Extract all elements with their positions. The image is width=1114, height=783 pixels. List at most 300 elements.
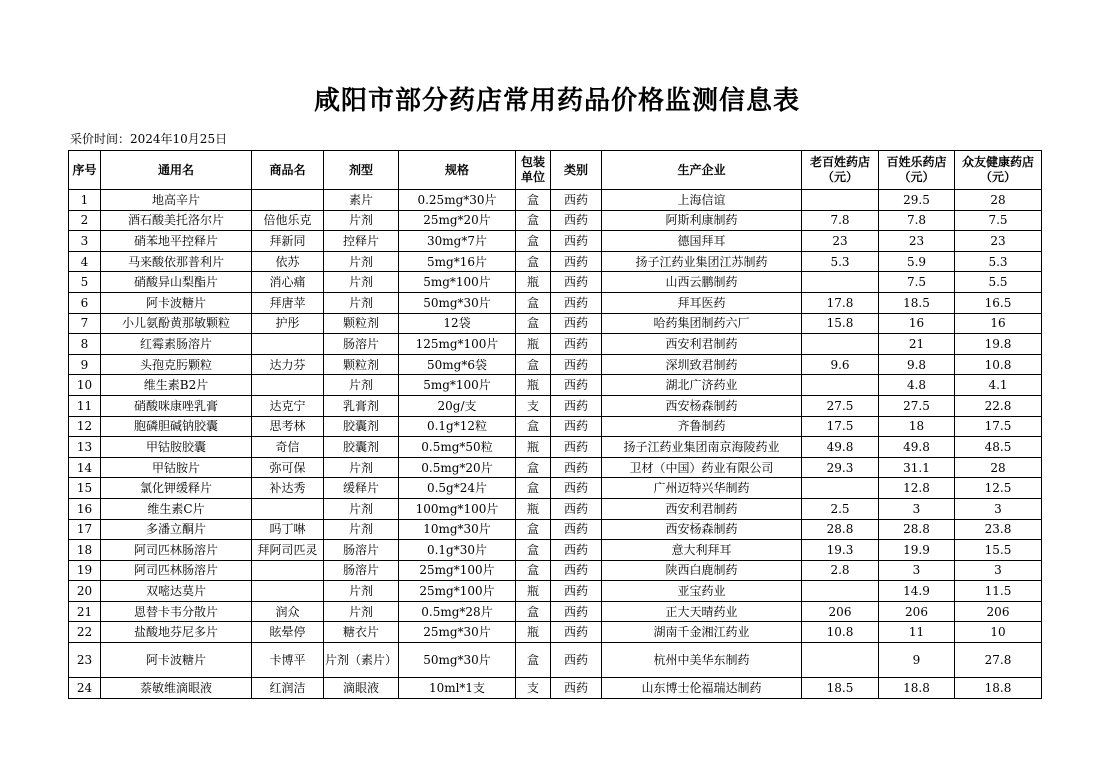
- table-cell: 阿司匹林肠溶片: [101, 560, 252, 581]
- table-cell: 206: [955, 601, 1042, 622]
- table-cell: 西药: [551, 272, 602, 293]
- table-cell: 吗丁啉: [252, 519, 324, 540]
- table-cell: 0.5mg*50粒: [399, 437, 516, 458]
- table-cell: 28: [955, 457, 1042, 478]
- table-cell: 24: [69, 678, 101, 699]
- table-cell: 意大利拜耳: [602, 540, 802, 561]
- table-row: [69, 334, 1042, 355]
- table-cell: 3: [955, 560, 1042, 581]
- table-cell: 西药: [551, 581, 602, 602]
- table-cell: 27.8: [955, 643, 1042, 678]
- column-header: 类别: [551, 151, 602, 190]
- table-cell: 肠溶片: [324, 334, 399, 355]
- table-cell: 瓶: [516, 498, 551, 519]
- table-cell: 弥可保: [252, 457, 324, 478]
- table-cell: 48.5: [955, 437, 1042, 458]
- table-cell: 糖衣片: [324, 622, 399, 643]
- table-cell: 9.6: [802, 354, 879, 375]
- table-cell: 西药: [551, 643, 602, 678]
- table-cell: 17.5: [955, 416, 1042, 437]
- table-cell: 16: [879, 313, 955, 334]
- table-cell: [252, 560, 324, 581]
- table-cell: 10ml*1支: [399, 678, 516, 699]
- table-cell: 盒: [516, 231, 551, 252]
- table-cell: 片剂: [324, 519, 399, 540]
- table-cell: 胶囊剂: [324, 437, 399, 458]
- table-cell: 5.3: [955, 251, 1042, 272]
- table-cell: 28.8: [802, 519, 879, 540]
- table-cell: 深圳致君制药: [602, 354, 802, 375]
- table-cell: 5mg*100片: [399, 272, 516, 293]
- table-cell: 正大天晴药业: [602, 601, 802, 622]
- table-cell: 乳膏剂: [324, 395, 399, 416]
- table-cell: 12.8: [879, 478, 955, 499]
- table-cell: 奇信: [252, 437, 324, 458]
- table-cell: 思考林: [252, 416, 324, 437]
- table-cell: 西药: [551, 540, 602, 561]
- table-cell: [802, 272, 879, 293]
- table-row: [69, 416, 1042, 437]
- table-cell: 19.8: [955, 334, 1042, 355]
- table-cell: 0.5mg*20片: [399, 457, 516, 478]
- table-cell: 10: [955, 622, 1042, 643]
- table-cell: 盒: [516, 190, 551, 211]
- table-cell: 3: [879, 498, 955, 519]
- table-cell: 头孢克肟颗粒: [101, 354, 252, 375]
- table-cell: 12袋: [399, 313, 516, 334]
- table-cell: 德国拜耳: [602, 231, 802, 252]
- table-cell: 17: [69, 519, 101, 540]
- table-cell: 硝苯地平控释片: [101, 231, 252, 252]
- table-cell: 红润洁: [252, 678, 324, 699]
- table-cell: 0.1g*30片: [399, 540, 516, 561]
- table-cell: 19: [69, 560, 101, 581]
- table-cell: 7.8: [802, 210, 879, 231]
- column-header: 生产企业: [602, 151, 802, 190]
- table-cell: 瓶: [516, 622, 551, 643]
- table-cell: 西安杨森制药: [602, 395, 802, 416]
- table-cell: 拜唐苹: [252, 292, 324, 313]
- table-cell: 14.9: [879, 581, 955, 602]
- table-cell: 湖北广济药业: [602, 375, 802, 396]
- table-cell: 硝酸异山梨酯片: [101, 272, 252, 293]
- table-row: [69, 190, 1042, 211]
- table-cell: 支: [516, 678, 551, 699]
- table-cell: 10: [69, 375, 101, 396]
- table-cell: [802, 190, 879, 211]
- table-cell: 西药: [551, 292, 602, 313]
- page-title: 咸阳市部分药店常用药品价格监测信息表: [313, 86, 800, 116]
- table-cell: 18: [879, 416, 955, 437]
- table-cell: 25mg*20片: [399, 210, 516, 231]
- table-cell: 5.5: [955, 272, 1042, 293]
- table-cell: 西药: [551, 251, 602, 272]
- table-cell: 广州迈特兴华制药: [602, 478, 802, 499]
- table-row: [69, 540, 1042, 561]
- table-cell: 小儿氨酚黄那敏颗粒: [101, 313, 252, 334]
- price-table: [68, 150, 1042, 699]
- table-cell: 片剂: [324, 581, 399, 602]
- table-cell: [802, 643, 879, 678]
- table-cell: 西药: [551, 354, 602, 375]
- table-cell: 9: [879, 643, 955, 678]
- table-cell: 6: [69, 292, 101, 313]
- table-cell: [802, 375, 879, 396]
- table-cell: 上海信谊: [602, 190, 802, 211]
- table-cell: 31.1: [879, 457, 955, 478]
- column-header: 序号: [69, 151, 101, 190]
- table-cell: 125mg*100片: [399, 334, 516, 355]
- table-cell: 西药: [551, 190, 602, 211]
- table-cell: 8: [69, 334, 101, 355]
- table-cell: 红霉素肠溶片: [101, 334, 252, 355]
- table-cell: 西药: [551, 601, 602, 622]
- table-cell: 瓶: [516, 437, 551, 458]
- table-cell: 地高辛片: [101, 190, 252, 211]
- table-cell: 11.5: [955, 581, 1042, 602]
- table-cell: [252, 334, 324, 355]
- table-cell: 西药: [551, 210, 602, 231]
- table-cell: 25mg*100片: [399, 581, 516, 602]
- table-cell: [252, 581, 324, 602]
- table-row: [69, 437, 1042, 458]
- table-cell: 15: [69, 478, 101, 499]
- table-cell: 胶囊剂: [324, 416, 399, 437]
- table-cell: 盒: [516, 416, 551, 437]
- table-cell: 5mg*16片: [399, 251, 516, 272]
- table-cell: [802, 581, 879, 602]
- table-cell: [802, 478, 879, 499]
- table-cell: 硝酸咪康唑乳膏: [101, 395, 252, 416]
- table-cell: 10.8: [802, 622, 879, 643]
- table-cell: 齐鲁制药: [602, 416, 802, 437]
- table-cell: 颗粒剂: [324, 313, 399, 334]
- table-cell: 氯化钾缓释片: [101, 478, 252, 499]
- table-cell: 西安利君制药: [602, 334, 802, 355]
- table-cell: 控释片: [324, 231, 399, 252]
- table-cell: [252, 375, 324, 396]
- table-cell: 盒: [516, 251, 551, 272]
- table-cell: 0.25mg*30片: [399, 190, 516, 211]
- table-cell: 25mg*100片: [399, 560, 516, 581]
- column-header: 包装单位: [516, 151, 551, 190]
- table-cell: 西药: [551, 457, 602, 478]
- table-cell: 片剂: [324, 292, 399, 313]
- table-cell: 12: [69, 416, 101, 437]
- table-cell: 5mg*100片: [399, 375, 516, 396]
- table-cell: 3: [955, 498, 1042, 519]
- table-cell: 西安利君制药: [602, 498, 802, 519]
- table-cell: 15.8: [802, 313, 879, 334]
- table-cell: 17.8: [802, 292, 879, 313]
- table-cell: 27.5: [879, 395, 955, 416]
- table-cell: 西药: [551, 437, 602, 458]
- table-cell: 达力芬: [252, 354, 324, 375]
- table-cell: 7.5: [879, 272, 955, 293]
- table-cell: 盒: [516, 354, 551, 375]
- table-cell: 消心痛: [252, 272, 324, 293]
- table-cell: 7.5: [955, 210, 1042, 231]
- table-row: [69, 313, 1042, 334]
- table-cell: 18.5: [879, 292, 955, 313]
- table-cell: 3: [69, 231, 101, 252]
- table-cell: 哈药集团制药六厂: [602, 313, 802, 334]
- table-row: [69, 210, 1042, 231]
- table-cell: 0.5g*24片: [399, 478, 516, 499]
- table-cell: 盐酸地芬尼多片: [101, 622, 252, 643]
- column-header: 百姓乐药店（元）: [879, 151, 955, 190]
- table-cell: 21: [69, 601, 101, 622]
- table-cell: 酒石酸美托洛尔片: [101, 210, 252, 231]
- table-cell: 23: [955, 231, 1042, 252]
- table-cell: 盒: [516, 601, 551, 622]
- table-cell: 盒: [516, 560, 551, 581]
- table-cell: 10.8: [955, 354, 1042, 375]
- table-row: [69, 622, 1042, 643]
- table-cell: 阿司匹林肠溶片: [101, 540, 252, 561]
- table-cell: 西药: [551, 231, 602, 252]
- table-cell: 28: [955, 190, 1042, 211]
- table-cell: 5.3: [802, 251, 879, 272]
- table-cell: 片剂: [324, 251, 399, 272]
- table-cell: 15.5: [955, 540, 1042, 561]
- table-cell: [252, 190, 324, 211]
- table-cell: 缓释片: [324, 478, 399, 499]
- table-cell: 倍他乐克: [252, 210, 324, 231]
- table-cell: 支: [516, 395, 551, 416]
- table-row: [69, 678, 1042, 699]
- column-header: 规格: [399, 151, 516, 190]
- table-cell: 阿斯利康制药: [602, 210, 802, 231]
- table-cell: 肠溶片: [324, 540, 399, 561]
- table-cell: 9.8: [879, 354, 955, 375]
- table-cell: 16.5: [955, 292, 1042, 313]
- table-cell: 206: [802, 601, 879, 622]
- table-cell: 18.5: [802, 678, 879, 699]
- table-cell: 25mg*30片: [399, 622, 516, 643]
- table-cell: 西药: [551, 498, 602, 519]
- table-row: [69, 272, 1042, 293]
- table-cell: 护彤: [252, 313, 324, 334]
- table-cell: 23.8: [955, 519, 1042, 540]
- table-cell: 滴眼液: [324, 678, 399, 699]
- table-cell: 49.8: [802, 437, 879, 458]
- table-cell: 17.5: [802, 416, 879, 437]
- table-cell: 阿卡波糖片: [101, 292, 252, 313]
- table-cell: 恩替卡韦分散片: [101, 601, 252, 622]
- column-header: 老百姓药店（元）: [802, 151, 879, 190]
- table-row: [69, 292, 1042, 313]
- table-cell: 眩晕停: [252, 622, 324, 643]
- table-cell: 16: [69, 498, 101, 519]
- table-cell: 23: [879, 231, 955, 252]
- survey-date: 采价时间：2024年10月25日: [70, 132, 228, 146]
- table-cell: 卡博平: [252, 643, 324, 678]
- table-row: [69, 375, 1042, 396]
- table-cell: 达克宁: [252, 395, 324, 416]
- table-cell: 100mg*100片: [399, 498, 516, 519]
- table-cell: 卫材（中国）药业有限公司: [602, 457, 802, 478]
- table-cell: 西药: [551, 416, 602, 437]
- table-cell: 胞磷胆碱钠胶囊: [101, 416, 252, 437]
- table-cell: 11: [69, 395, 101, 416]
- table-cell: 拜耳医药: [602, 292, 802, 313]
- table-cell: 盒: [516, 478, 551, 499]
- table-cell: 50mg*30片: [399, 292, 516, 313]
- table-cell: 1: [69, 190, 101, 211]
- table-row: [69, 601, 1042, 622]
- table-cell: 依苏: [252, 251, 324, 272]
- table-cell: 马来酸依那普利片: [101, 251, 252, 272]
- table-cell: 颗粒剂: [324, 354, 399, 375]
- column-header: 通用名: [101, 151, 252, 190]
- table-cell: 山东博士伦福瑞达制药: [602, 678, 802, 699]
- table-cell: 西药: [551, 375, 602, 396]
- table-cell: 19.9: [879, 540, 955, 561]
- table-cell: 拜新同: [252, 231, 324, 252]
- table-row: [69, 498, 1042, 519]
- table-row: [69, 395, 1042, 416]
- table-cell: 润众: [252, 601, 324, 622]
- column-header: 众友健康药店（元）: [955, 151, 1042, 190]
- table-cell: 20: [69, 581, 101, 602]
- table-cell: 3: [879, 560, 955, 581]
- table-cell: 27.5: [802, 395, 879, 416]
- table-cell: 亚宝药业: [602, 581, 802, 602]
- table-row: [69, 231, 1042, 252]
- table-row: [69, 354, 1042, 375]
- table-cell: 素片: [324, 190, 399, 211]
- table-cell: 片剂: [324, 601, 399, 622]
- table-cell: 扬子江药业集团江苏制药: [602, 251, 802, 272]
- table-cell: 多潘立酮片: [101, 519, 252, 540]
- table-cell: 盒: [516, 292, 551, 313]
- table-cell: 22.8: [955, 395, 1042, 416]
- table-cell: 50mg*30片: [399, 643, 516, 678]
- table-cell: 盒: [516, 313, 551, 334]
- table-cell: 10mg*30片: [399, 519, 516, 540]
- table-cell: [252, 498, 324, 519]
- table-cell: 肠溶片: [324, 560, 399, 581]
- table-cell: 2.5: [802, 498, 879, 519]
- table-cell: 拜阿司匹灵: [252, 540, 324, 561]
- table-cell: 杭州中美华东制药: [602, 643, 802, 678]
- table-cell: 2: [69, 210, 101, 231]
- table-cell: 49.8: [879, 437, 955, 458]
- table-cell: 片剂: [324, 457, 399, 478]
- table-cell: 23: [69, 643, 101, 678]
- table-cell: 维生素B2片: [101, 375, 252, 396]
- table-cell: 5.9: [879, 251, 955, 272]
- table-cell: 西药: [551, 622, 602, 643]
- table-row: [69, 643, 1042, 678]
- table-cell: 18: [69, 540, 101, 561]
- table-row: [69, 581, 1042, 602]
- table-cell: 瓶: [516, 375, 551, 396]
- table-cell: 盒: [516, 643, 551, 678]
- table-cell: 19.3: [802, 540, 879, 561]
- table-cell: 5: [69, 272, 101, 293]
- table-cell: 甲钴胺胶囊: [101, 437, 252, 458]
- table-cell: 盒: [516, 210, 551, 231]
- table-cell: 西药: [551, 334, 602, 355]
- table-cell: 片剂: [324, 272, 399, 293]
- table-cell: 盒: [516, 519, 551, 540]
- table-cell: 0.5mg*28片: [399, 601, 516, 622]
- table-row: [69, 478, 1042, 499]
- table-cell: 盒: [516, 457, 551, 478]
- table-cell: 50mg*6袋: [399, 354, 516, 375]
- table-cell: 11: [879, 622, 955, 643]
- table-cell: 瓶: [516, 272, 551, 293]
- table-cell: 补达秀: [252, 478, 324, 499]
- table-cell: 维生素C片: [101, 498, 252, 519]
- table-cell: 7.8: [879, 210, 955, 231]
- table-cell: 16: [955, 313, 1042, 334]
- table-cell: [802, 334, 879, 355]
- table-cell: 西药: [551, 678, 602, 699]
- table-row: [69, 519, 1042, 540]
- table-cell: 23: [802, 231, 879, 252]
- table-cell: 西药: [551, 478, 602, 499]
- table-cell: 18.8: [879, 678, 955, 699]
- table-cell: 12.5: [955, 478, 1042, 499]
- table-cell: 片剂: [324, 210, 399, 231]
- table-cell: 双嘧达莫片: [101, 581, 252, 602]
- table-cell: 13: [69, 437, 101, 458]
- table-cell: 22: [69, 622, 101, 643]
- table-cell: 瓶: [516, 334, 551, 355]
- table-cell: 14: [69, 457, 101, 478]
- table-header-row: [69, 151, 1042, 190]
- table-cell: 萘敏维滴眼液: [101, 678, 252, 699]
- table-cell: 29.3: [802, 457, 879, 478]
- table-cell: 21: [879, 334, 955, 355]
- table-cell: 206: [879, 601, 955, 622]
- table-cell: 18.8: [955, 678, 1042, 699]
- table-cell: 20g/支: [399, 395, 516, 416]
- table-cell: 4.1: [955, 375, 1042, 396]
- table-cell: 9: [69, 354, 101, 375]
- table-cell: 7: [69, 313, 101, 334]
- table-row: [69, 560, 1042, 581]
- table-cell: 盒: [516, 540, 551, 561]
- table-cell: 瓶: [516, 581, 551, 602]
- table-cell: 西药: [551, 313, 602, 334]
- table-cell: 29.5: [879, 190, 955, 211]
- table-row: [69, 457, 1042, 478]
- table-cell: 30mg*7片: [399, 231, 516, 252]
- table-cell: 西药: [551, 519, 602, 540]
- table-row: [69, 251, 1042, 272]
- table-cell: 片剂（素片）: [324, 643, 399, 678]
- table-cell: 片剂: [324, 375, 399, 396]
- table-cell: 山西云鹏制药: [602, 272, 802, 293]
- table-cell: 西药: [551, 560, 602, 581]
- table-cell: 0.1g*12粒: [399, 416, 516, 437]
- table-cell: 西药: [551, 395, 602, 416]
- table-cell: 4.8: [879, 375, 955, 396]
- table-cell: 湖南千金湘江药业: [602, 622, 802, 643]
- table-cell: 甲钴胺片: [101, 457, 252, 478]
- table-cell: 片剂: [324, 498, 399, 519]
- column-header: 剂型: [324, 151, 399, 190]
- table-cell: 2.8: [802, 560, 879, 581]
- table-cell: 阿卡波糖片: [101, 643, 252, 678]
- table-cell: 28.8: [879, 519, 955, 540]
- table-cell: 4: [69, 251, 101, 272]
- table-cell: 扬子江药业集团南京海陵药业: [602, 437, 802, 458]
